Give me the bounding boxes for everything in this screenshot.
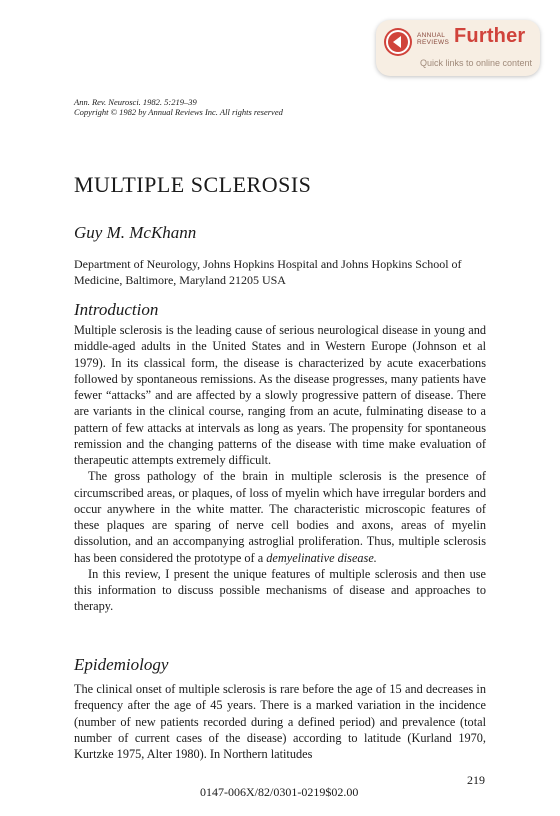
paragraph: Multiple sclerosis is the leading cause of serious neurological disease in young and middle-aged adults in the United States and in Western Europe (Johnson et al 1979). In its classical form, the disease is characterized by acute exacerbations followed by spontaneous remissions. As the disease progresses, many patients have fewer “attacks” and are affected by a slowly progressive pattern of disease. There are variants in the clinical course, ranging from an acute, fulminating disease to a pattern of few attacks at intervals as long as years. The propensity for spontaneous remission and the changing patterns of the disease with time make evaluation of therapeutic attempts extremely difficult.	[74, 323, 486, 467]
introduction-body	[74, 322, 486, 615]
citation-line: Ann. Rev. Neurosci. 1982. 5:219–39	[74, 97, 197, 107]
further-label: Further	[454, 25, 526, 47]
author-name: Guy M. McKhann	[74, 223, 197, 242]
play-back-icon	[386, 30, 410, 54]
section-heading-introduction: Introduction	[74, 300, 159, 319]
journal-citation	[74, 97, 283, 117]
copyright-line: Copyright © 1982 by Annual Reviews Inc. All rights reserved	[74, 107, 283, 117]
annual-reviews-logo-text: ANNUAL REVIEWS	[417, 32, 450, 46]
epidemiology-body	[74, 681, 486, 762]
page-number: 219	[467, 773, 485, 787]
paragraph-text: The gross pathology of the brain in multiple sclerosis is the presence of circumscribed areas, or plaques, of loss of myelin which have irregular borders and occur anywhere in the white matter. The characteristic microscopic features of these plaques are sparing of nerve cell bodies and axons, areas of myelin dissolution, and an accompanying astroglial proliferation. Thus, multiple sclerosis has been considered the prototype of a	[74, 469, 486, 565]
author-affiliation: Department of Neurology, Johns Hopkins Hospital and Johns Hopkins School of Medicine, Baltimore, Maryland 21205 USA	[74, 257, 462, 287]
paragraph: The clinical onset of multiple sclerosis is rare before the age of 15 and decreases in frequency after the age of 45 years. There is a marked variation in the incidence (number of new patients recorded during a defined period) and prevalence (total number of current cases of the disease) according to latitude (Kurland 1970, Kurtzke 1975, Alter 1980). In Northern latitudes	[74, 682, 486, 761]
article-title: MULTIPLE SCLEROSIS	[74, 172, 312, 197]
paragraph	[74, 468, 486, 566]
section-heading-epidemiology: Epidemiology	[74, 655, 169, 674]
paragraph: In this review, I present the unique features of multiple sclerosis and then use this information to discuss possible mechanisms of disease and approaches to therapy.	[74, 566, 486, 614]
further-badge[interactable]	[376, 20, 540, 76]
further-subtitle: Quick links to online content	[420, 58, 533, 68]
footer-code: 0147-006X/82/0301-0219$02.00	[200, 785, 359, 799]
emphasis-text: demyelinative disease.	[266, 550, 377, 565]
